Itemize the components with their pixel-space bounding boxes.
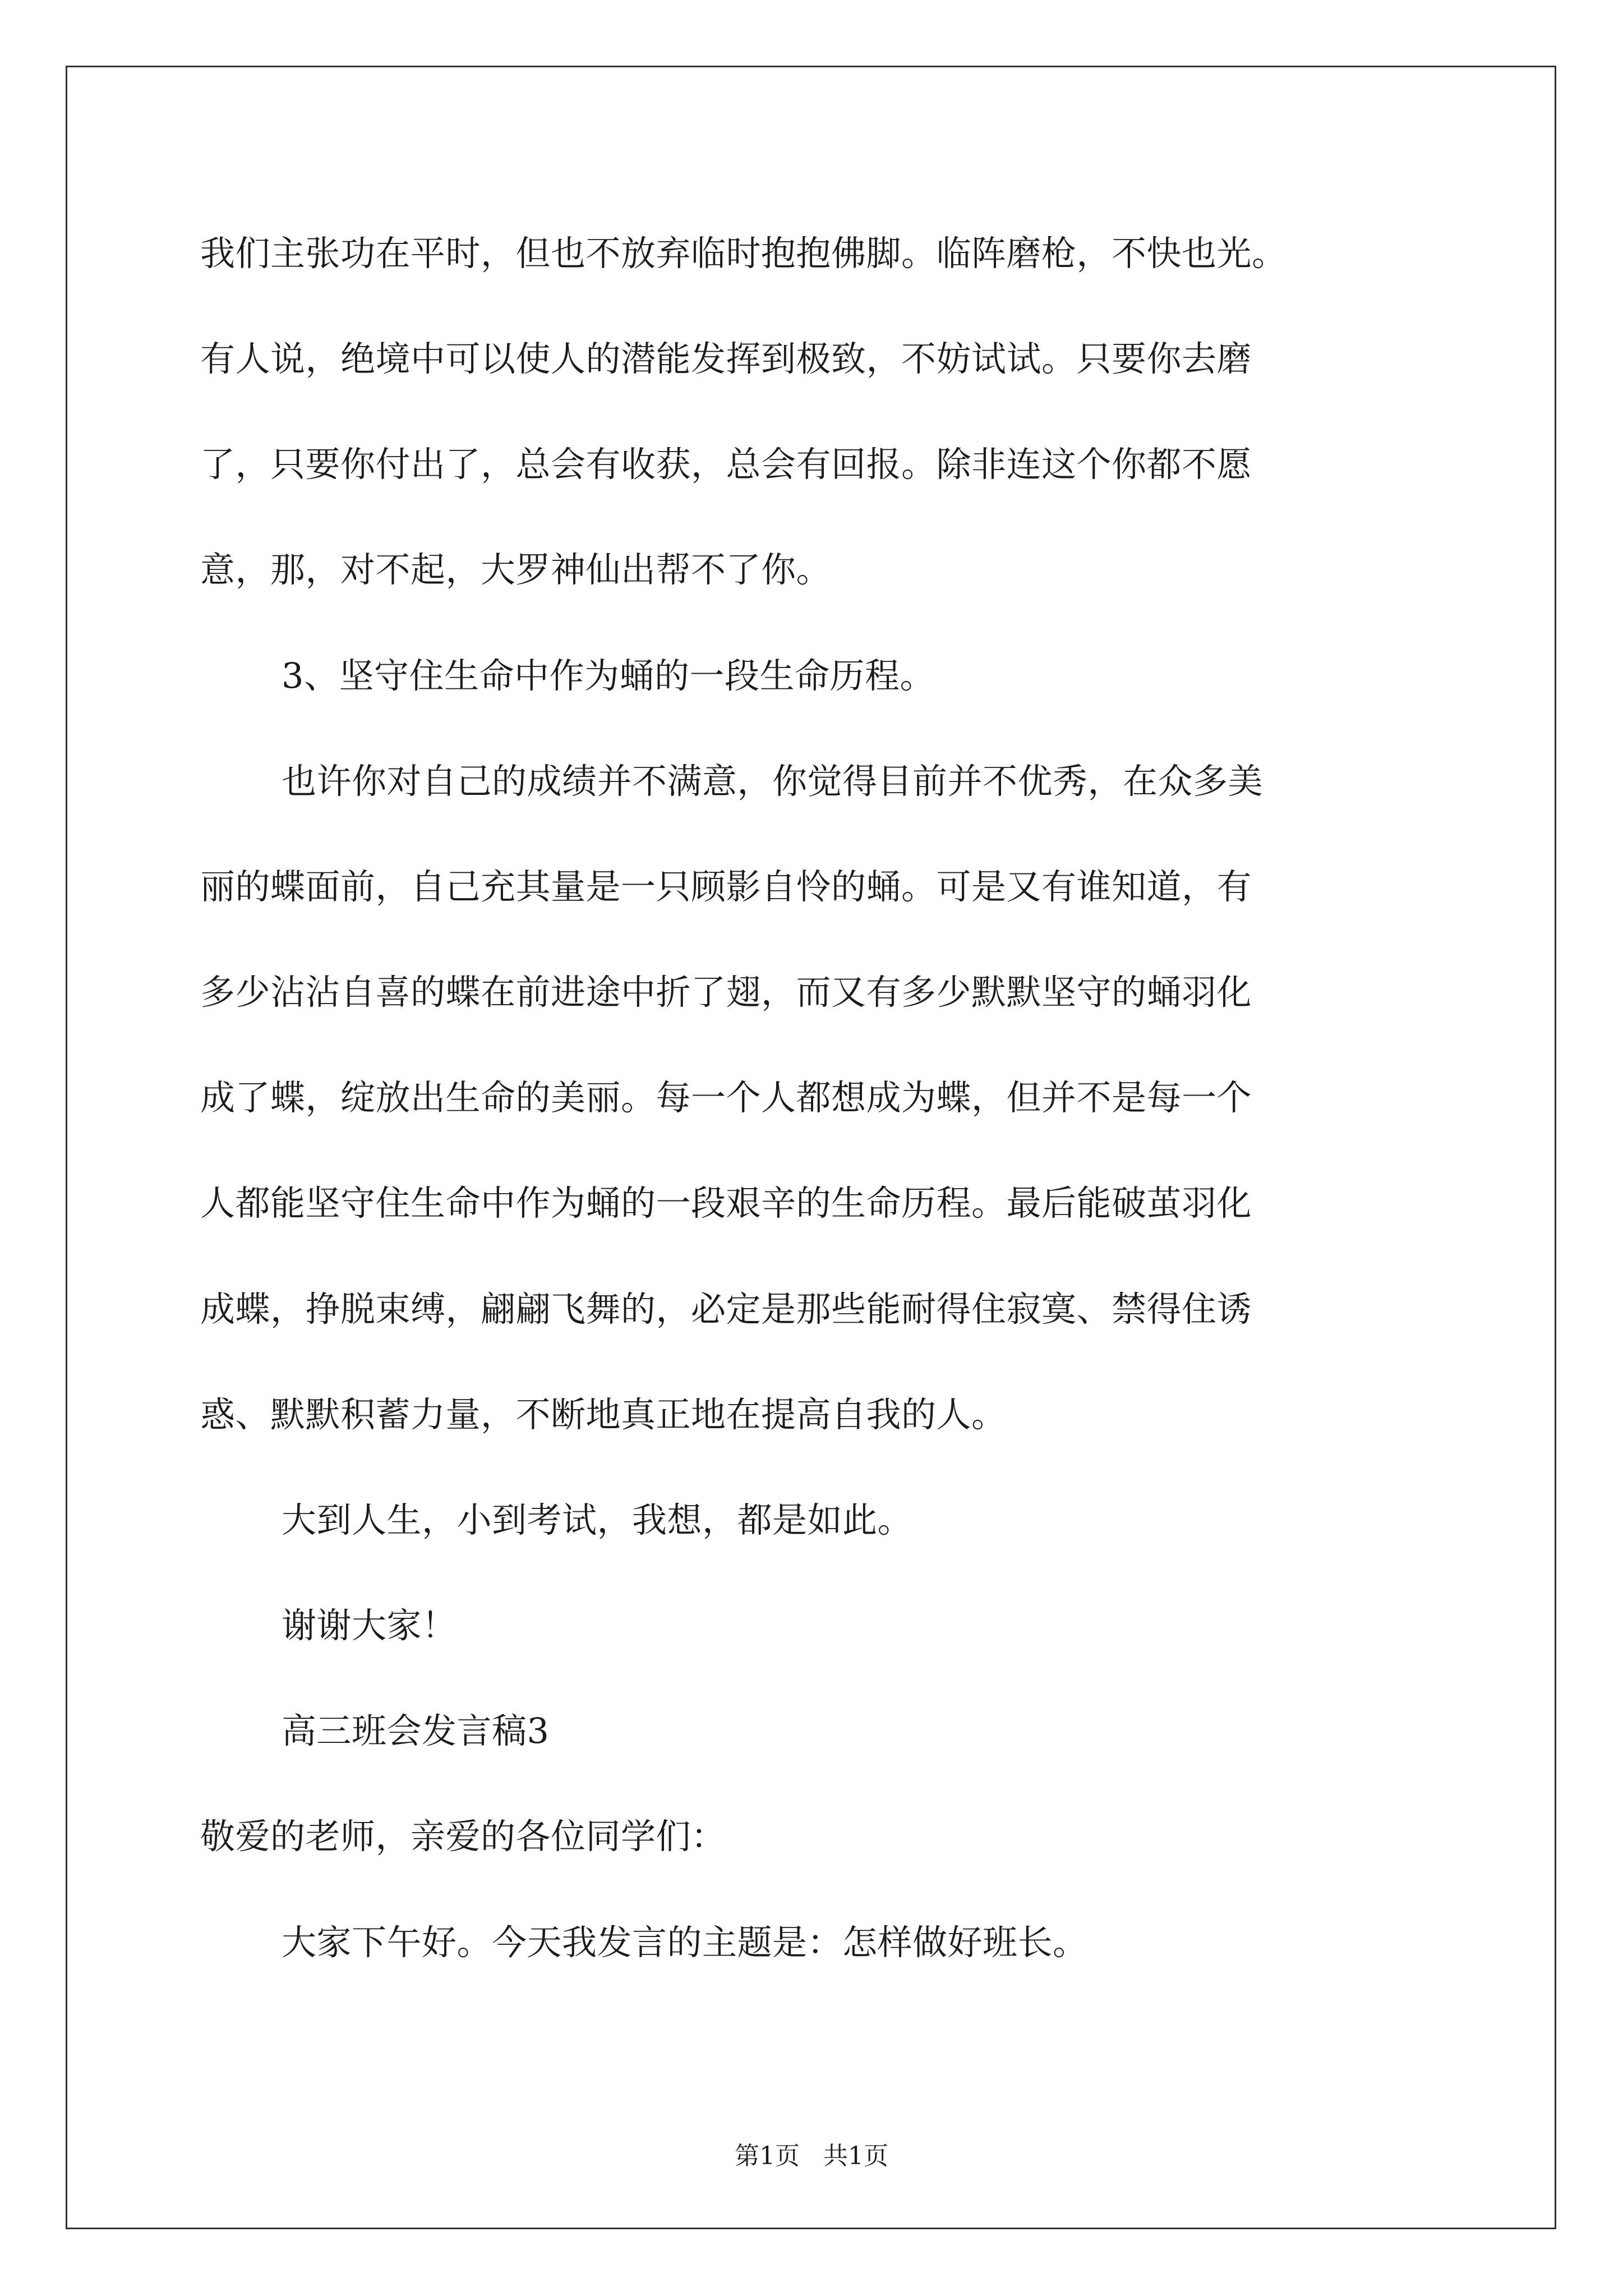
text-line: 谢谢大家！ [282, 1605, 457, 1646]
text-line: 成蝶，挣脱束缚，翩翩飞舞的，必定是那些能耐得住寂寞、禁得住诱 [200, 1289, 1252, 1329]
page-frame [66, 66, 1556, 2229]
page-number: 第1页 [735, 2142, 800, 2170]
text-line: 大到人生，小到考试，我想，都是如此。 [282, 1499, 913, 1540]
text-line: 也许你对自己的成绩并不满意，你觉得目前并不优秀，在众多美 [282, 761, 1264, 802]
text-line: 我们主张功在平时，但也不放弃临时抱抱佛脚。临阵磨枪，不快也光。 [200, 233, 1287, 274]
section-heading: 3、坚守住生命中作为蛹的一段生命历程。 [282, 655, 935, 696]
text-line: 人都能坚守住生命中作为蛹的一段艰辛的生命历程。最后能破茧羽化 [200, 1182, 1252, 1223]
text-line: 了，只要你付出了，总会有收获，总会有回报。除非连这个你都不愿 [200, 444, 1252, 485]
text-line: 多少沾沾自喜的蝶在前进途中折了翅，而又有多少默默坚守的蛹羽化 [200, 972, 1252, 1013]
text-line: 惑、默默积蓄力量，不断地真正地在提高自我的人。 [200, 1394, 1007, 1435]
salutation: 敬爱的老师，亲爱的各位同学们： [200, 1816, 726, 1857]
text-line: 大家下午好。今天我发言的主题是：怎样做好班长。 [282, 1922, 1088, 1963]
text-line: 丽的蝶面前，自己充其量是一只顾影自怜的蛹。可是又有谁知道，有 [200, 866, 1252, 907]
text-line: 成了蝶，绽放出生命的美丽。每一个人都想成为蝶，但并不是每一个 [200, 1077, 1252, 1118]
document-title: 高三班会发言稿3 [282, 1710, 550, 1751]
page-total: 共1页 [823, 2142, 888, 2170]
page-footer [0, 2139, 1623, 2173]
text-line: 有人说，绝境中可以使人的潜能发挥到极致，不妨试试。只要你去磨 [200, 338, 1252, 379]
text-line: 意，那，对不起，大罗神仙出帮不了你。 [200, 549, 832, 590]
